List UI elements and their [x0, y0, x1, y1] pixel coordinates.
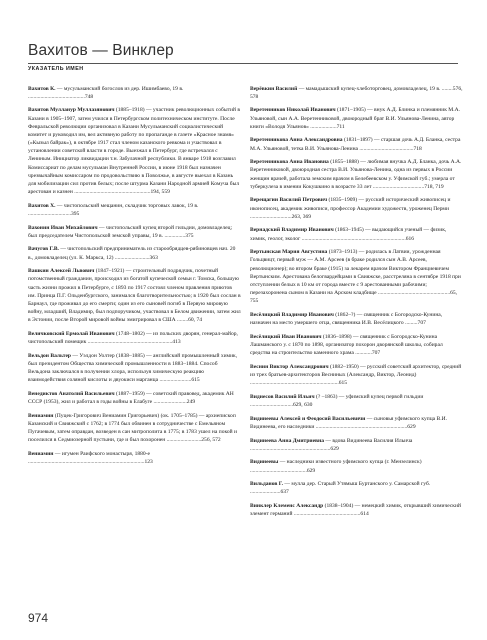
entry-name: Вильданов Г.	[250, 481, 284, 488]
index-entry	[250, 415, 463, 431]
entry-name: Вениамин	[28, 450, 54, 457]
entry-text: (Пуцек-Григорович Вениамин Григорьевич) (ок. 1705–1785) — архиепископ Казанский и Свияжский с 1762; в 1774 был обвинен в сотрудничестве с Емельяном Пугачевым, затем оправдан, возведен в сан митрополита в 1775; в 1783 ушел на покой и поселился в Седмиозерной пустыни, где и был похоронен .........................256, 572	[28, 412, 237, 444]
entry-name: Вениамин	[28, 412, 54, 419]
entry-text: — мусульманский богослов из дер. Ишимбаево, 19 в. .........................................748	[28, 85, 184, 100]
index-entry	[250, 363, 463, 387]
section-subtitle: УКАЗАТЕЛЬ ИМЕН	[28, 66, 84, 72]
index-entry	[28, 202, 241, 218]
entry-name: Винклер Клеменс Александр	[250, 503, 324, 510]
entry-name: Вельдон Вальтер	[28, 352, 71, 359]
entry-text: (1855–1888) — любимая внучка А.Д. Бланка, дочь А.А. Веретенниковой, двоюродная сестра В.И. Ульянова-Ленина, одна из первых в России женщин врачей, работала земским врачом в Белебеевском у. Уфимской губ.; умерла от туберкулеза в имении Кокушкино в возрасте 33 лет .....................................718, 719	[250, 159, 462, 190]
entry-name: Веретенникова Анна Ивановна	[250, 159, 329, 166]
index-column-left	[28, 79, 241, 469]
entry-text: — чистопольский предприниматель из старообрядцев-рябиновцев нач. 20 в., домовладелец (ул. К. Маркса, 12) .........................363	[28, 246, 236, 261]
entry-name: Видинеевы	[250, 459, 279, 466]
index-entry	[28, 390, 241, 406]
entry-name: Весёлицкий Иван Иванович	[250, 333, 322, 340]
entry-name: Венедиктов Анатолий Васильевич	[28, 390, 115, 397]
index-entry	[250, 85, 463, 101]
entry-name: Вернадский Владимир Иванович	[250, 227, 334, 234]
entry-text: (1873–1913) — родилась в Латвии, урожденная Гольцвицт, первый муж — А.М. Арсеев (в браке родился сын А.В. Арсеев, революционер); во втором браке (1915) за лекарем врачом Виктором Франциевичем Вертынским. Арестована белогвардейцами в Свияжске, расстреляна в сентябре 1918 при отступлении белых в 10 км от города вместе с 9 арестованными рабочими; перезахоронена сыном в Казани на Арском кладбище ....................................................65, 755	[250, 249, 461, 305]
index-entry	[28, 224, 241, 240]
entry-text: (1887–1959) — советский правовед, академик АН СССР (1953), жил и работал в годы войны в Елабуге ........................249	[28, 390, 234, 406]
entry-text: — чистопольский мещанин, складчик торговых лавок, 19 в. ...............................395	[28, 202, 199, 217]
entry-text: (1748–1802) — из польских дворян, генерал-майор, чистопольский помещик .............................................................413	[28, 330, 238, 346]
entry-text: (1871–1905) — внук А.Д. Блинка и племянник М.А. Ульяновой, сын А.А. Веретенниковой, двоюродный брат В.И. Ульянова-Ленина, автор книги «Володя Ульянов» ...................711	[250, 107, 461, 130]
header-divider	[28, 63, 458, 64]
index-entry	[250, 226, 463, 242]
index-entry	[28, 450, 241, 466]
entry-text: (? –1863) — уфимский купец первой гильдии ...............................629, 630	[250, 393, 424, 409]
entry-text: (1885–1918) — участник революционных событий в Казани в 1905–1907, затем учился в Петербургском политехническом институте. После Февральской революции организовал в Казани Мусульманский социалистический комитет и руководил им, вел активную работу по пропаганде в газете «Красное знамя» («Кызыл байрак»), в октябре 1917 стал членом казанского ревкома и участвовал в установлении советской власти в городе. Выезжал в Петербург, где встречался с Лениным. Инициатор ликвидации т.н. Забулачной республики. В январе 1918 возглавил Комиссариат по делам мусульман Внутренней России, в июне 1918 был назначен чрезвычайным комиссаром по продовольствию в Поволжье, в августе выехал в Казань для мобилизации сил против белых; после штурма Казани Народной армией Комуча был арестован и казнен .......................................................194, 559	[28, 107, 240, 195]
entry-text: — вдова Видинеева Василия Ильича ..........................................................629	[250, 437, 413, 452]
entry-name: Веретенникова Анна Александровна	[250, 137, 343, 144]
index-entry	[28, 330, 241, 346]
entry-name: Вахитов Мулланур Муллазянович	[28, 107, 115, 114]
entry-text: (1862–?) — священник с Богородско-Кунина, назначен на место умершего отца, священника И.В. Весёлицкого .........707	[250, 311, 443, 327]
index-entry	[28, 245, 241, 261]
index-entry	[28, 352, 241, 385]
entry-text: — сыновья уфимского купца В.И. Видинеева, его наследники ..................................................................629	[250, 415, 447, 430]
index-entry	[250, 480, 463, 496]
entry-name: Вертынская Мария Августина	[250, 249, 328, 256]
entry-text: — мулла дер. Старый Утямыш Буртанского у. Самарской губ. ......................637	[250, 481, 431, 496]
entry-name: Виднесов Василий Ильич	[250, 393, 315, 400]
entry-name: Верещагин Василий Петрович	[250, 197, 328, 204]
index-entry	[250, 437, 463, 453]
entry-text: — чистопольский купец второй гильдии, домовладелец; был председателем Чистопольской земской управы, 19 в. ...............375	[28, 224, 233, 239]
entry-name: Вахонин Иван Михайлович	[28, 224, 98, 231]
entry-text: — мамадышский купец-хлеботорговец, домовладелец, 19 в. ........576, 578	[250, 85, 463, 100]
entry-text: (1838–1904) — немецкий химик, открывший химический элемент германий ................................................614	[250, 503, 461, 518]
entry-text: (1831–1897) — старшая дочь А.Д. Бланка, сестра М.А. Ульяновой, тетка В.И. Ульянова-Ленина .......................................718	[250, 137, 461, 152]
index-entry	[250, 196, 463, 220]
index-entry	[28, 85, 241, 101]
entry-name: Верёвкин Василий	[250, 85, 298, 92]
index-entry	[250, 248, 463, 305]
index-entry	[250, 158, 463, 191]
entry-text: — наследники известного уфимского купца (г. Мензелинск) .........................................629	[250, 459, 422, 474]
index-entry	[250, 311, 463, 327]
entry-name: Вахитов Х.	[28, 202, 56, 209]
entry-text: — игумен Раифского монастыря, 1880-е ....................................................................................123	[28, 450, 153, 466]
entry-text: (1847–1921) — строительный подрядчик, почетный потомственный гражданин, происходил из богатой купеческой семьи г. Томска, большую часть жизни прожил в Петербурге, с 1893 по 1917 состоял членом правления приютов им. Принца П.Г. Ольденбургского, занимался благотворительностью; в 1920 был сослан в Барнаул, где проживал до его смерти; один из его сыновей погиб в Первую мировую войну, младший, Владимир, был подпоручиком, участвовал в Белом движении, затем жил в Эстонии, после Второй мировой войны эмигрировал в США ........60, 74	[28, 268, 241, 324]
entry-name: Веретенников Николай Иванович	[250, 107, 336, 114]
index-column-right	[250, 79, 463, 522]
entry-name: Весёлицкий Владимир Иванович	[250, 311, 334, 318]
index-entry	[28, 106, 241, 196]
entry-text: (1863–1945) — выдающийся ученый — физик, химик, геолог, эколог ...........................................................................616	[250, 227, 447, 242]
entry-text: (1835–1909) — русский исторический живописец и иконописец, академик живописи, профессор Академии художеств, уроженец Перми ..............................263, 369	[250, 197, 451, 220]
page-running-title: Вахитов — Винклер	[28, 42, 174, 59]
entry-text: (1882–1950) — русский советский архитектор, средний из трех братьев-архитекторов Весниных (Александр, Виктор, Леонид) ................................................................615	[250, 363, 462, 387]
entry-name: Вачугов Г.В.	[28, 246, 59, 253]
page-number: 974	[28, 611, 49, 625]
entry-text: (1836–1898) — священник с Богородско-Кунина Лашманского у. с 1870 по 1898, организатор похорон дворянской школы, собирал средства на строительство каменного храма ............707	[250, 333, 443, 357]
index-entry	[250, 502, 463, 518]
entry-name: Видинеевы Алексей и Феодосий Васильевичи	[250, 415, 366, 422]
index-entry	[250, 106, 463, 130]
index-entry	[250, 333, 463, 357]
index-entry	[250, 136, 463, 152]
entry-name: Видинеева Анна Дмитриевна	[250, 437, 325, 444]
entry-name: Вахитов К.	[28, 85, 56, 92]
entry-name: Величковский Ермолай Иванович	[28, 330, 115, 337]
index-entry	[250, 393, 463, 409]
entry-name: Вашкин Алексей Львович	[28, 268, 95, 275]
index-entry	[28, 412, 241, 445]
index-entry	[250, 458, 463, 474]
entry-name: Веснин Виктор Александрович	[250, 363, 329, 370]
entry-text: — Уэлдон Уолтер (1838–1885) — английский промышленный химик, был президентом Общества химической промышленности в 1883–1884. Способ Вельдона заключался в получении хлора, используя химическую реакцию взаимодействия соляной кислоты и двуокиси марганца .......................615	[28, 352, 238, 384]
index-entry	[28, 267, 241, 324]
